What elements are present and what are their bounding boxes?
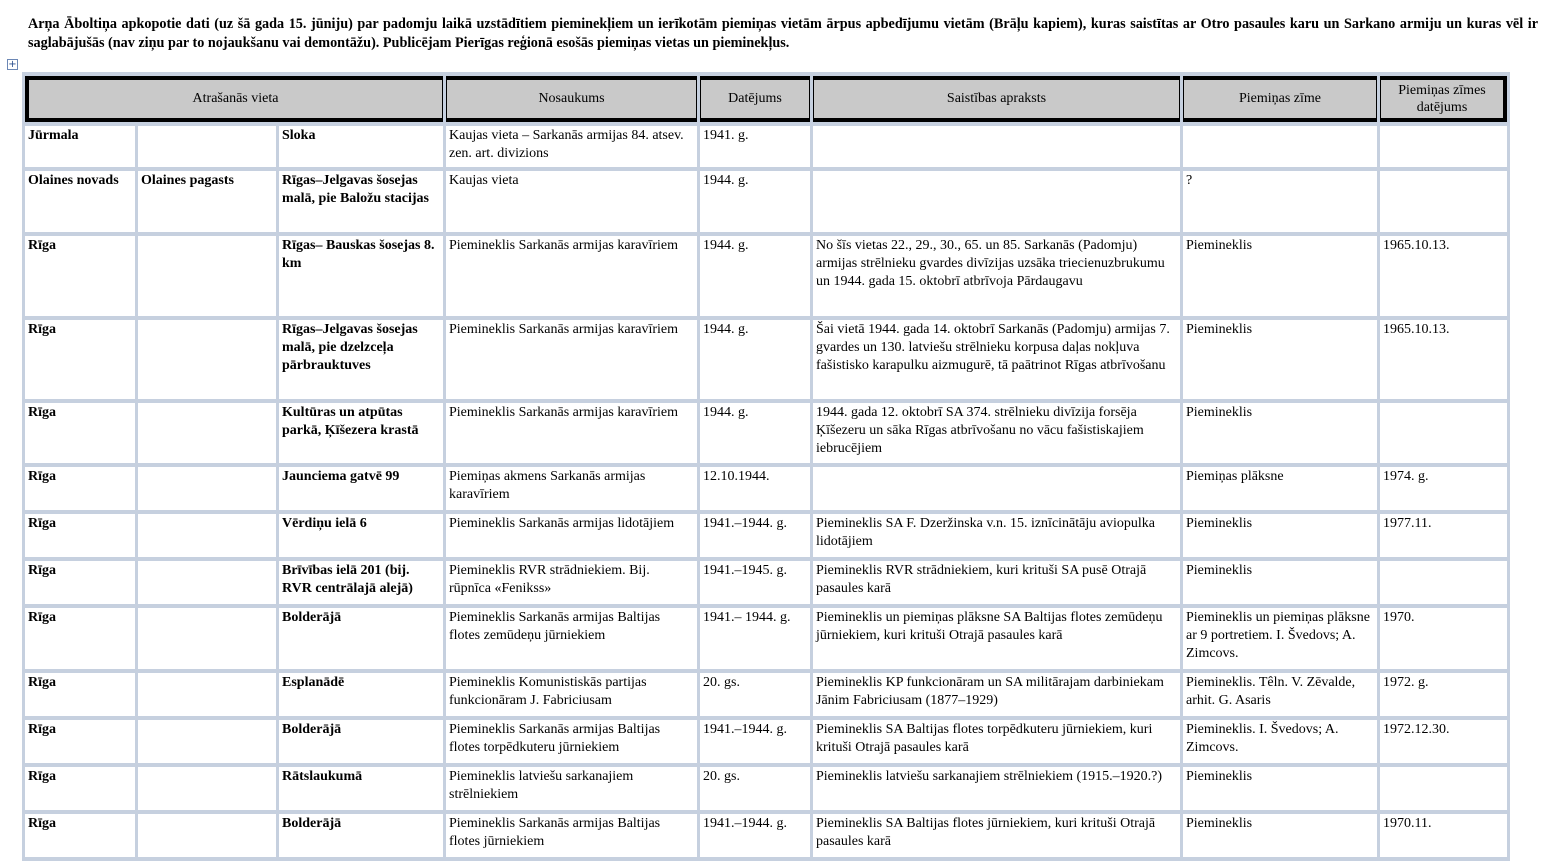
cell-sign-date: 1965.10.13. xyxy=(1380,320,1507,399)
cell-memorial-sign: Piemineklis xyxy=(1183,814,1377,857)
table-row xyxy=(25,561,1507,604)
cell-name: Piemineklis Sarkanās armijas karavīriem xyxy=(446,403,697,463)
cell-municipality: Rīga xyxy=(25,767,135,810)
cell-name: Piemineklis Sarkanās armijas karavīriem xyxy=(446,320,697,399)
cell-address: Rīgas–Jelgavas šosejas malā, pie Baložu stacijas xyxy=(279,171,443,232)
cell-address: Esplanādē xyxy=(279,673,443,716)
cell-municipality: Rīga xyxy=(25,673,135,716)
cell-municipality: Rīga xyxy=(25,814,135,857)
cell-date: 1944. g. xyxy=(700,403,810,463)
cell-memorial-sign: Piemineklis xyxy=(1183,403,1377,463)
cell-address: Sloka xyxy=(279,126,443,167)
cell-parish xyxy=(138,514,276,557)
cell-sign-date xyxy=(1380,171,1507,232)
cell-description: Piemineklis SA F. Dzeržinska v.n. 15. iznīcinātāju aviopulka lidotājiem xyxy=(813,514,1180,557)
cell-memorial-sign xyxy=(1183,126,1377,167)
cell-parish xyxy=(138,767,276,810)
cell-parish xyxy=(138,320,276,399)
cell-date: 20. gs. xyxy=(700,673,810,716)
cell-sign-date: 1974. g. xyxy=(1380,467,1507,510)
cell-address: Bolderājā xyxy=(279,720,443,763)
intro-paragraph: Arņa Āboltiņa apkopotie dati (uz šā gada 15. jūniju) par padomju laikā uzstādītiem pieminekļiem un ierīkotām piemiņas vietām ārpus apbedījumu vietām (Brāļu kapiem), kuras saistītas ar Otro pasaules karu un Sarkano armiju un kuras vēl ir saglabājušās (nav ziņu par to nojaukšanu vai demontāžu). Publicējam Pierīgas reģionā esošās piemiņas vietas un pieminekļus. xyxy=(28,16,1538,51)
cell-parish xyxy=(138,403,276,463)
cell-name: Piemineklis RVR strādniekiem. Bij. rūpnīca «Fenikss» xyxy=(446,561,697,604)
cell-address: Rīgas–Jelgavas šosejas malā, pie dzelzceļa pārbrauktuves xyxy=(279,320,443,399)
cell-sign-date: 1970.11. xyxy=(1380,814,1507,857)
cell-memorial-sign: Piemineklis xyxy=(1183,320,1377,399)
cell-description: Piemineklis SA Baltijas flotes jūrniekiem, kuri krituši Otrajā pasaules karā xyxy=(813,814,1180,857)
cell-name: Piemineklis Sarkanās armijas lidotājiem xyxy=(446,514,697,557)
cell-sign-date: 1970. xyxy=(1380,608,1507,669)
cell-description xyxy=(813,126,1180,167)
cell-sign-date xyxy=(1380,126,1507,167)
cell-parish xyxy=(138,673,276,716)
cell-date: 1944. g. xyxy=(700,236,810,316)
cell-municipality: Rīga xyxy=(25,561,135,604)
cell-name: Piemineklis latviešu sarkanajiem strēlniekiem xyxy=(446,767,697,810)
cell-memorial-sign: Piemiņas plāksne xyxy=(1183,467,1377,510)
cell-name: Piemineklis Sarkanās armijas karavīriem xyxy=(446,236,697,316)
cell-sign-date: 1972. g. xyxy=(1380,673,1507,716)
table-row xyxy=(25,673,1507,716)
header-name: Nosaukums xyxy=(446,76,697,122)
table-row xyxy=(25,320,1507,399)
cell-address: Rātslaukumā xyxy=(279,767,443,810)
cell-municipality: Rīga xyxy=(25,320,135,399)
cell-date: 1941.–1944. g. xyxy=(700,814,810,857)
cell-sign-date: 1972.12.30. xyxy=(1380,720,1507,763)
cell-name: Piemineklis Sarkanās armijas Baltijas flotes jūrniekiem xyxy=(446,814,697,857)
cell-date: 1941.–1945. g. xyxy=(700,561,810,604)
cell-sign-date: 1977.11. xyxy=(1380,514,1507,557)
table-row xyxy=(25,720,1507,763)
cell-parish xyxy=(138,608,276,669)
cell-address: Vērdiņu ielā 6 xyxy=(279,514,443,557)
cell-date: 1941. g. xyxy=(700,126,810,167)
cell-name: Piemineklis Sarkanās armijas Baltijas flotes zemūdeņu jūrniekiem xyxy=(446,608,697,669)
cell-description: Šai vietā 1944. gada 14. oktobrī Sarkanās (Padomju) armijas 7. gvardes un 130. latviešu strēlnieku korpusa daļas nokļuva fašistisko karapulku aizmugurē, tā paātrinot Rīgas atbrīvošanu xyxy=(813,320,1180,399)
cell-description: Piemineklis KP funkcionāram un SA militārajam darbiniekam Jānim Fabriciusam (1877–1929) xyxy=(813,673,1180,716)
cell-memorial-sign: Piemineklis xyxy=(1183,767,1377,810)
cell-parish xyxy=(138,236,276,316)
cell-description: Piemineklis latviešu sarkanajiem strēlniekiem (1915.–1920.?) xyxy=(813,767,1180,810)
cell-memorial-sign: Piemineklis un piemiņas plāksne ar 9 portretiem. I. Švedovs; A. Zimcovs. xyxy=(1183,608,1377,669)
cell-memorial-sign: Piemineklis. Têln. V. Zēvalde, arhit. G. Asaris xyxy=(1183,673,1377,716)
table-row xyxy=(25,514,1507,557)
cell-municipality: Rīga xyxy=(25,236,135,316)
cell-address: Jaunciema gatvē 99 xyxy=(279,467,443,510)
table-row xyxy=(25,126,1507,167)
header-date: Datējums xyxy=(700,76,810,122)
cell-parish xyxy=(138,126,276,167)
cell-address: Bolderājā xyxy=(279,608,443,669)
table-row xyxy=(25,236,1507,316)
header-row xyxy=(25,76,1507,122)
cell-municipality: Rīga xyxy=(25,720,135,763)
table-row xyxy=(25,403,1507,463)
table-row xyxy=(25,467,1507,510)
cell-date: 1941.– 1944. g. xyxy=(700,608,810,669)
cell-sign-date xyxy=(1380,403,1507,463)
cell-address: Bolderājā xyxy=(279,814,443,857)
cell-parish xyxy=(138,720,276,763)
cell-parish: Olaines pagasts xyxy=(138,171,276,232)
cell-name: Piemineklis Sarkanās armijas Baltijas flotes torpēdkuteru jūrniekiem xyxy=(446,720,697,763)
cell-description: Piemineklis SA Baltijas flotes torpēdkuteru jūrniekiem, kuri krituši Otrajā pasaules karā xyxy=(813,720,1180,763)
cell-date: 1944. g. xyxy=(700,171,810,232)
cell-name: Kaujas vieta – Sarkanās armijas 84. atsev. zen. art. divizions xyxy=(446,126,697,167)
cell-description xyxy=(813,467,1180,510)
cell-date: 1944. g. xyxy=(700,320,810,399)
cell-municipality: Jūrmala xyxy=(25,126,135,167)
header-sign-date: Piemiņas zīmes datējums xyxy=(1380,76,1507,122)
header-description: Saistības apraksts xyxy=(813,76,1180,122)
table-row xyxy=(25,814,1507,857)
cell-date: 1941.–1944. g. xyxy=(700,720,810,763)
cell-name: Piemiņas akmens Sarkanās armijas karavīriem xyxy=(446,467,697,510)
table-row xyxy=(25,608,1507,669)
table-row xyxy=(25,767,1507,810)
table-body xyxy=(25,126,1507,857)
table-row xyxy=(25,171,1507,232)
cell-description: 1944. gada 12. oktobrī SA 374. strēlnieku divīzija forsēja Ķīšezeru un sāka Rīgas atbrīvošanu no vācu fašistiskajiem iebrucējiem xyxy=(813,403,1180,463)
cell-sign-date: 1965.10.13. xyxy=(1380,236,1507,316)
memorials-table xyxy=(22,72,1510,861)
table-move-handle-icon[interactable]: + xyxy=(8,59,17,70)
cell-municipality: Rīga xyxy=(25,514,135,557)
cell-parish xyxy=(138,467,276,510)
cell-sign-date xyxy=(1380,767,1507,810)
cell-description: Piemineklis un piemiņas plāksne SA Baltijas flotes zemūdeņu jūrniekiem, kuri krituši Otrajā pasaules karā xyxy=(813,608,1180,669)
cell-memorial-sign: Piemineklis xyxy=(1183,561,1377,604)
cell-municipality: Olaines novads xyxy=(25,171,135,232)
header-location: Atrašanās vieta xyxy=(25,76,443,122)
cell-description xyxy=(813,171,1180,232)
header-memorial-sign: Piemiņas zīme xyxy=(1183,76,1377,122)
cell-address: Rīgas– Bauskas šosejas 8. km xyxy=(279,236,443,316)
cell-description: Piemineklis RVR strādniekiem, kuri krituši SA pusē Otrajā pasaules karā xyxy=(813,561,1180,604)
cell-parish xyxy=(138,814,276,857)
cell-sign-date xyxy=(1380,561,1507,604)
cell-name: Piemineklis Komunistiskās partijas funkcionāram J. Fabriciusam xyxy=(446,673,697,716)
cell-memorial-sign: ? xyxy=(1183,171,1377,232)
cell-memorial-sign: Piemineklis xyxy=(1183,236,1377,316)
cell-date: 1941.–1944. g. xyxy=(700,514,810,557)
cell-date: 20. gs. xyxy=(700,767,810,810)
cell-municipality: Rīga xyxy=(25,467,135,510)
cell-parish xyxy=(138,561,276,604)
cell-address: Brīvības ielā 201 (bij. RVR centrālajā alejā) xyxy=(279,561,443,604)
cell-municipality: Rīga xyxy=(25,403,135,463)
cell-date: 12.10.1944. xyxy=(700,467,810,510)
cell-name: Kaujas vieta xyxy=(446,171,697,232)
cell-memorial-sign: Piemineklis. I. Švedovs; A. Zimcovs. xyxy=(1183,720,1377,763)
cell-memorial-sign: Piemineklis xyxy=(1183,514,1377,557)
cell-description: No šīs vietas 22., 29., 30., 65. un 85. Sarkanās (Padomju) armijas strēlnieku gvardes divīzijas uzsāka triecienuzbrukumu un 1944. gada 15. oktobrī atbrīvoja Pārdaugavu xyxy=(813,236,1180,316)
cell-address: Kultūras un atpūtas parkā, Ķīšezera krastā xyxy=(279,403,443,463)
cell-municipality: Rīga xyxy=(25,608,135,669)
